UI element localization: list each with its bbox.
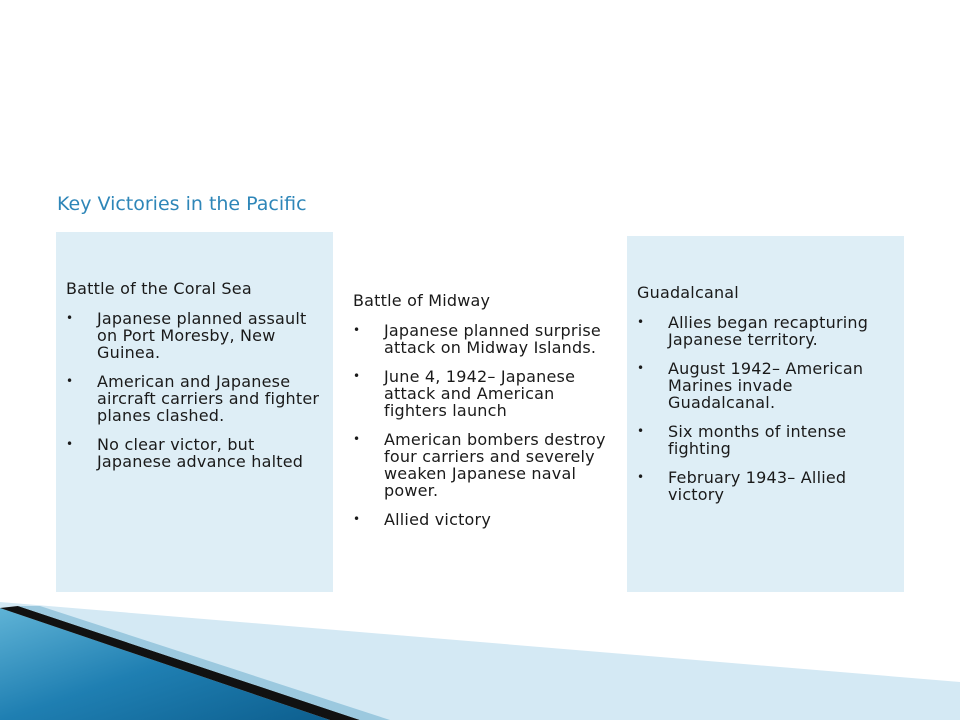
- bullet-icon: •: [353, 432, 361, 446]
- card-heading: Battle of the Coral Sea: [66, 279, 252, 298]
- bullet-icon: •: [353, 323, 361, 337]
- bullet-icon: •: [353, 512, 361, 526]
- list-item: • Allies began recapturing Japanese territory.: [637, 313, 869, 349]
- list-item: • Six months of intense fighting: [637, 422, 847, 458]
- list-item: • Japanese planned assault on Port Moresby, New Guinea.: [66, 309, 307, 362]
- list-item: • American bombers destroy four carriers and severely weaken Japanese naval power.: [353, 430, 606, 500]
- bullet-icon: •: [66, 437, 74, 451]
- bullet-icon: •: [66, 374, 74, 388]
- list-item: • August 1942– American Marines invade Guadalcanal.: [637, 359, 864, 412]
- list-item: • February 1943– Allied victory: [637, 468, 847, 504]
- bullet-icon: •: [353, 369, 361, 383]
- card-heading: Battle of Midway: [353, 291, 491, 310]
- card-heading: Guadalcanal: [637, 283, 739, 302]
- slide-title: Key Victories in the Pacific: [57, 193, 307, 215]
- bullet-icon: •: [637, 361, 645, 375]
- bullet-icon: •: [637, 424, 645, 438]
- list-item: • June 4, 1942– Japanese attack and American fighters launch: [353, 367, 576, 420]
- bullet-icon: •: [66, 311, 74, 325]
- bullet-icon: •: [637, 470, 645, 484]
- list-item: • Allied victory: [353, 510, 491, 529]
- list-item: • Japanese planned surprise attack on Midway Islands.: [353, 321, 601, 357]
- list-item: • No clear victor, but Japanese advance halted: [66, 435, 304, 471]
- list-item: • American and Japanese aircraft carriers and fighter planes clashed.: [66, 372, 320, 425]
- bullet-icon: •: [637, 315, 645, 329]
